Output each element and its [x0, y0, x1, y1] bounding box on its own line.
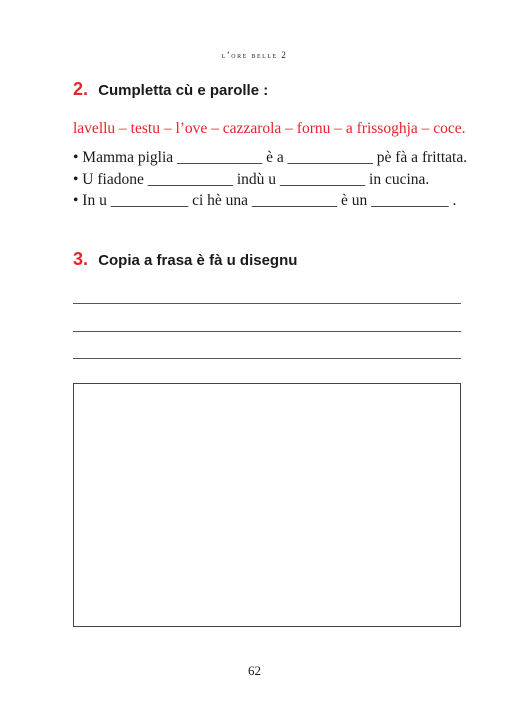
exercise-3-instruction: Copia a frasa è fà u disegnu — [98, 252, 298, 269]
exercise-3-title — [73, 249, 297, 270]
writing-line[interactable] — [73, 358, 461, 359]
running-header: l’ore belle 2 — [221, 50, 288, 60]
sentence-3: • In u __________ ci hè una ___________ è un __________ . — [73, 192, 457, 209]
writing-line[interactable] — [73, 303, 461, 304]
exercise-2-instruction: Cumpletta cù e parolle : — [98, 82, 269, 99]
sentence-2: • U fiadone ___________ indù u ___________ in cucina. — [73, 170, 430, 188]
exercise-2-number: 2. — [73, 79, 89, 99]
drawing-box[interactable] — [73, 383, 461, 627]
page-number: 62 — [248, 663, 261, 678]
sentence-1: • Mamma piglia ___________ è a ___________ pè fà a frittata. — [73, 149, 468, 166]
exercise-2-title — [73, 79, 268, 100]
sentence-list — [73, 147, 467, 212]
exercise-3-number: 3. — [73, 249, 89, 269]
word-bank: lavellu – testu – l’ove – cazzarola – fornu – a frissoghja – coce. — [73, 120, 466, 137]
writing-line[interactable] — [73, 331, 461, 332]
